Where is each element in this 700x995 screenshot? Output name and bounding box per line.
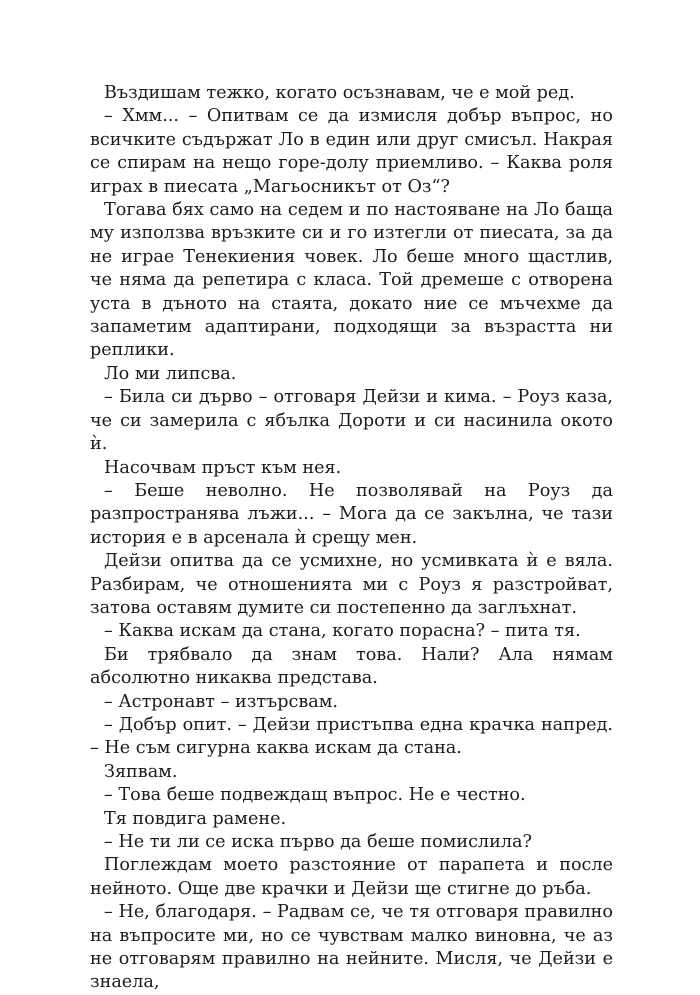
paragraph: Поглеждам моето разстояние от парапета и после нейното. Още две крачки и Дейзи ще стигне до ръба. (90, 855, 613, 899)
paragraph: Въздишам тежко, когато осъзнавам, че е мой ред. (104, 83, 575, 103)
page-text-block (90, 82, 613, 995)
paragraph: Тогава бях само на седем и по настояване на Ло баща му използва връзките си и го изтегли от пиесата, за да не играе Тенекиения човек. Ло беше много щастлив, че няма да репетира с класа. Той дремеше с отворена уста в дъното на стаята, докато ние се мъчехме да запаметим адаптирани, подходящи за възрастта ни реплики. (90, 200, 613, 361)
paragraph: – Астронавт – изтърсвам. (104, 691, 339, 712)
paragraph: Тя повдига рамене. (104, 808, 287, 829)
paragraph: – Не, благодаря. – Радвам се, че тя отговаря правилно на въпросите ми, но се чувствам малко виновна, че аз не отговарям правилно на нейните. Мисля, че Дейзи е знаела, (90, 902, 613, 993)
paragraph: Насочвам пръст към нея. (104, 457, 342, 478)
paragraph: Би трябвало да знам това. Нали? Ала нямам абсолютно никаква представа. (90, 644, 613, 689)
paragraph: – Не ти ли се иска първо да беше помислила? (104, 832, 532, 852)
paragraph: – Каква искам да стана, когато порасна? – пита тя. (104, 621, 581, 642)
paragraph: – Беше неволно. Не позволявай на Роуз да разпространява лъжи... – Мога да се закълна, че тази история е в арсенала ѝ срещу мен. (90, 480, 613, 548)
paragraph: – Добър опит. – Дейзи пристъпва една крачка напред. – Не съм сигурна каква искам да стана. (90, 714, 613, 759)
paragraph: – Била си дърво – отговаря Дейзи и кима. – Роуз каза, че си замерила с ябълка Дороти и си насинила окото ѝ. (90, 387, 613, 455)
paragraph: – Това беше подвеждащ въпрос. Не е честно. (104, 785, 526, 806)
paragraph: – Хмм... – Опитвам се да измисля добър въпрос, но всичките съдържат Ло в един или друг смисъл. Накрая се спирам на нещо горе-долу приемливо. – Каква роля играх в пиесата „Магьосникът от Оз“? (90, 106, 613, 197)
paragraph: Зяпвам. (104, 761, 178, 782)
paragraph: Дейзи опитва да се усмихне, но усмивката ѝ е вяла. Разбирам, че отношенията ми с Роуз я разстройват, затова оставям думите си постепенно да заглъхнат. (90, 551, 613, 618)
paragraph: Ло ми липсва. (104, 363, 237, 384)
